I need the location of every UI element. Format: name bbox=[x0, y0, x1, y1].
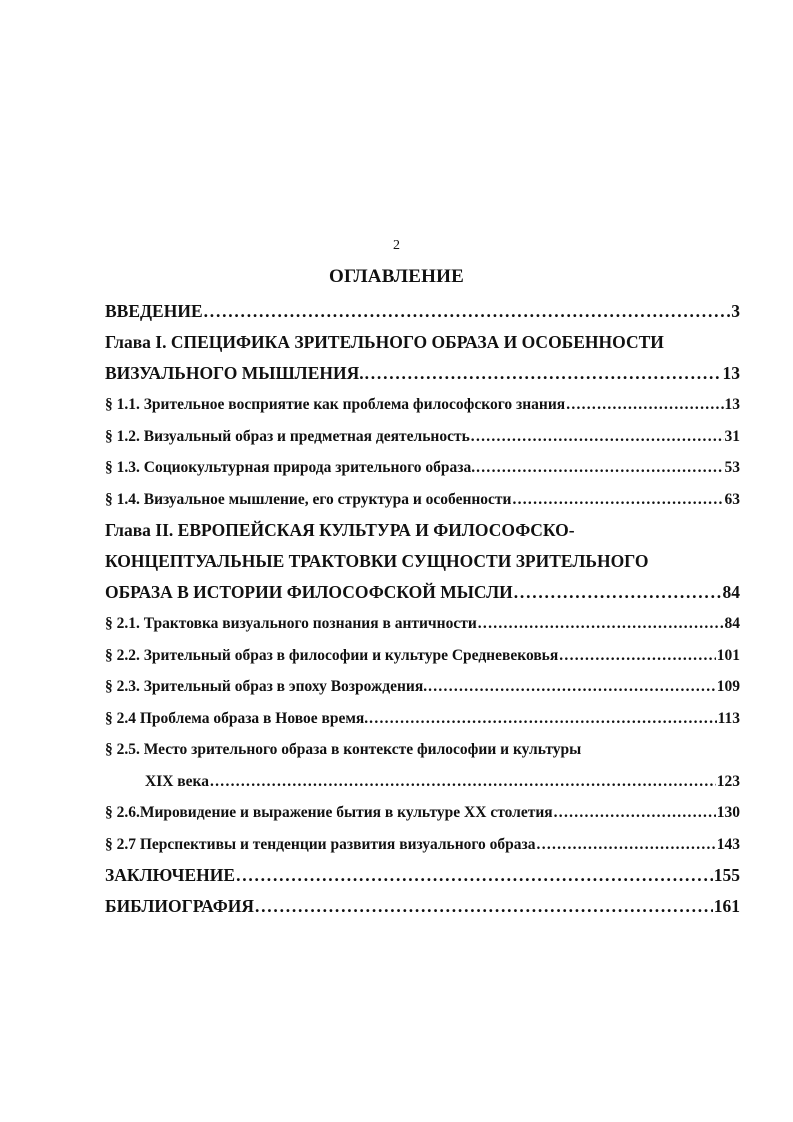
toc-entry-1-3[interactable] bbox=[105, 452, 740, 484]
toc-entry-page: 113 bbox=[717, 709, 740, 727]
toc-entry-page: 3 bbox=[731, 301, 740, 321]
toc-entry-introduction[interactable] bbox=[105, 296, 740, 327]
toc-leader-dots bbox=[537, 829, 716, 861]
toc-leader-dots bbox=[210, 766, 716, 798]
toc-leader-dots bbox=[514, 577, 722, 608]
toc-title: ОГЛАВЛЕНИЕ bbox=[329, 266, 464, 287]
toc-entry-label: § 2.1. Трактовка визуального познания в античности bbox=[105, 615, 477, 632]
toc-entry-bibliography[interactable] bbox=[105, 891, 740, 922]
toc-entry-2-5-cont[interactable] bbox=[105, 766, 740, 798]
toc-chapter-1-heading[interactable] bbox=[105, 327, 740, 358]
toc-entry-label: Глава I. СПЕЦИФИКА ЗРИТЕЛЬНОГО ОБРАЗА И ОСОБЕННОСТИ bbox=[105, 332, 664, 352]
toc-entry-label: § 2.6.Мировидение и выражение бытия в культуре XX столетия bbox=[105, 804, 553, 821]
toc-entry-page: 109 bbox=[716, 678, 740, 695]
toc-entry-label: § 1.3. Социокультурная природа зрительного образа. bbox=[105, 459, 476, 476]
toc-entry-label: § 2.7 Перспективы и тенденции развития визуального образа bbox=[105, 835, 536, 853]
toc-entry-page: 13 bbox=[724, 396, 740, 413]
toc-entry-label: § 2.2. Зрительный образ в философии и культуре Средневековья bbox=[105, 646, 559, 664]
toc-entry-page: 13 bbox=[722, 363, 740, 383]
toc-chapter-2-heading[interactable] bbox=[105, 515, 740, 546]
toc-chapter-1-heading-end[interactable] bbox=[105, 358, 740, 389]
toc-leader-dots bbox=[428, 671, 716, 703]
toc-entry-page: 161 bbox=[713, 896, 740, 916]
toc-entry-page: 84 bbox=[722, 582, 740, 602]
toc-entry-label: КОНЦЕПТУАЛЬНЫЕ ТРАКТОВКИ СУЩНОСТИ ЗРИТЕЛЬНОГО bbox=[105, 551, 649, 571]
toc-leader-dots bbox=[566, 389, 723, 421]
toc-entry-page: 155 bbox=[713, 865, 740, 885]
toc-entry-page: 130 bbox=[716, 804, 740, 821]
toc-leader-dots bbox=[365, 358, 722, 389]
toc-entry-1-2[interactable] bbox=[105, 421, 740, 453]
toc-entry-2-5[interactable] bbox=[105, 734, 740, 766]
toc-entry-page: 101 bbox=[716, 646, 740, 664]
toc-entry-label: § 1.1. Зрительное восприятие как проблема философского знания bbox=[105, 396, 566, 413]
toc-leader-dots bbox=[369, 703, 716, 735]
toc-leader-dots bbox=[559, 640, 715, 672]
toc-entry-label: ЗАКЛЮЧЕНИЕ bbox=[105, 865, 236, 885]
toc-entry-page: 53 bbox=[724, 459, 740, 476]
toc-leader-dots bbox=[236, 860, 713, 891]
toc-entry-2-3[interactable] bbox=[105, 671, 740, 703]
toc-entry-2-4[interactable] bbox=[105, 703, 740, 735]
toc-entry-2-7[interactable] bbox=[105, 829, 740, 861]
toc-chapter-2-heading-cont[interactable] bbox=[105, 546, 740, 577]
toc-entry-label: ВВЕДЕНИЕ bbox=[105, 301, 203, 321]
toc-entry-label: § 2.3. Зрительный образ в эпоху Возрождения. bbox=[105, 678, 428, 695]
toc-entry-1-4[interactable] bbox=[105, 484, 740, 516]
toc-leader-dots bbox=[471, 421, 724, 453]
toc-leader-dots bbox=[478, 608, 724, 640]
toc-entry-label: § 1.2. Визуальный образ и предметная деятельность bbox=[105, 427, 470, 445]
toc-entry-1-1[interactable] bbox=[105, 389, 740, 421]
toc-leader-dots bbox=[255, 891, 713, 922]
toc-leader-dots bbox=[554, 797, 716, 829]
toc-entry-label: § 2.4 Проблема образа в Новое время. bbox=[105, 709, 369, 727]
toc-leader-dots bbox=[512, 484, 723, 516]
page-number: 2 bbox=[393, 238, 400, 253]
toc-entry-label: § 1.4. Визуальное мышление, его структура и особенности bbox=[105, 490, 512, 508]
toc-entry-2-6[interactable] bbox=[105, 797, 740, 829]
toc-entry-label: БИБЛИОГРАФИЯ bbox=[105, 896, 254, 916]
toc-leader-dots bbox=[476, 452, 723, 484]
toc-entry-page: 84 bbox=[724, 615, 740, 632]
toc-entry-label: ВИЗУАЛЬНОГО МЫШЛЕНИЯ. bbox=[105, 363, 364, 383]
toc-entry-label: Глава II. ЕВРОПЕЙСКАЯ КУЛЬТУРА И ФИЛОСОФСКО- bbox=[105, 520, 575, 540]
toc-entry-page: 123 bbox=[716, 772, 740, 790]
toc-entry-page: 31 bbox=[724, 427, 740, 445]
toc-entry-label: ОБРАЗА В ИСТОРИИ ФИЛОСОФСКОЙ МЫСЛИ bbox=[105, 582, 513, 602]
toc-entry-page: 143 bbox=[716, 835, 740, 853]
toc-entry-2-1[interactable] bbox=[105, 608, 740, 640]
toc-entry-label: XIX века bbox=[145, 772, 209, 790]
table-of-contents bbox=[105, 296, 740, 922]
toc-entry-page: 63 bbox=[724, 490, 740, 508]
toc-leader-dots bbox=[204, 296, 731, 327]
toc-entry-conclusion[interactable] bbox=[105, 860, 740, 891]
toc-entry-label: § 2.5. Место зрительного образа в контексте философии и культуры bbox=[105, 741, 582, 758]
toc-chapter-2-heading-end[interactable] bbox=[105, 577, 740, 608]
toc-entry-2-2[interactable] bbox=[105, 640, 740, 672]
